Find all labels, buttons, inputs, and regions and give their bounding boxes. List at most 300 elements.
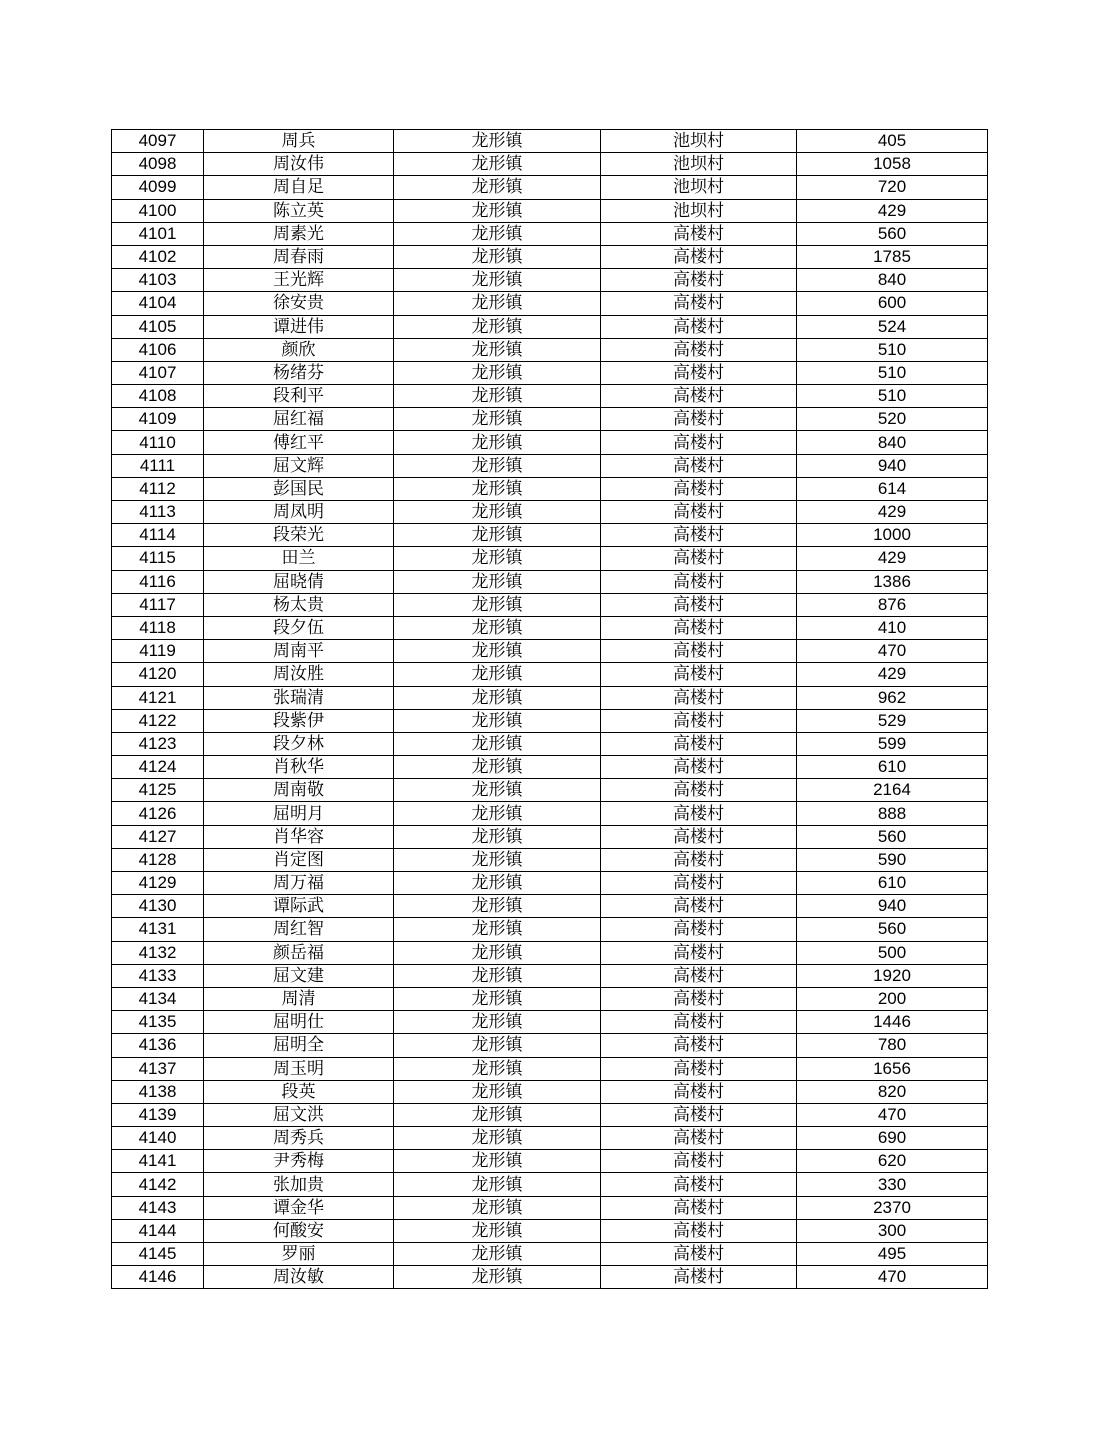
village-cell: 高楼村 bbox=[601, 361, 797, 384]
village-cell: 高楼村 bbox=[601, 501, 797, 524]
village-cell: 池坝村 bbox=[601, 199, 797, 222]
town-cell: 龙形镇 bbox=[394, 222, 601, 245]
amount-cell: 200 bbox=[797, 987, 988, 1010]
row-number-cell: 4131 bbox=[112, 918, 204, 941]
village-cell: 高楼村 bbox=[601, 338, 797, 361]
village-cell: 高楼村 bbox=[601, 802, 797, 825]
town-cell: 龙形镇 bbox=[394, 593, 601, 616]
amount-cell: 510 bbox=[797, 361, 988, 384]
table-row bbox=[112, 964, 988, 987]
table-row bbox=[112, 1266, 988, 1289]
amount-cell: 429 bbox=[797, 501, 988, 524]
amount-cell: 720 bbox=[797, 176, 988, 199]
table-row bbox=[112, 872, 988, 895]
amount-cell: 470 bbox=[797, 640, 988, 663]
name-cell: 段夕伍 bbox=[204, 616, 394, 639]
amount-cell: 1058 bbox=[797, 153, 988, 176]
village-cell: 高楼村 bbox=[601, 431, 797, 454]
table-row bbox=[112, 477, 988, 500]
name-cell: 王光辉 bbox=[204, 269, 394, 292]
town-cell: 龙形镇 bbox=[394, 338, 601, 361]
name-cell: 田兰 bbox=[204, 547, 394, 570]
row-number-cell: 4098 bbox=[112, 153, 204, 176]
village-cell: 高楼村 bbox=[601, 1266, 797, 1289]
row-number-cell: 4125 bbox=[112, 779, 204, 802]
table-row bbox=[112, 408, 988, 431]
table-row bbox=[112, 709, 988, 732]
name-cell: 谭进伟 bbox=[204, 315, 394, 338]
table-row bbox=[112, 153, 988, 176]
amount-cell: 1785 bbox=[797, 245, 988, 268]
name-cell: 段英 bbox=[204, 1080, 394, 1103]
table-row bbox=[112, 130, 988, 153]
village-cell: 高楼村 bbox=[601, 686, 797, 709]
name-cell: 周汝胜 bbox=[204, 663, 394, 686]
town-cell: 龙形镇 bbox=[394, 1243, 601, 1266]
row-number-cell: 4126 bbox=[112, 802, 204, 825]
row-number-cell: 4129 bbox=[112, 872, 204, 895]
name-cell: 尹秀梅 bbox=[204, 1150, 394, 1173]
town-cell: 龙形镇 bbox=[394, 130, 601, 153]
town-cell: 龙形镇 bbox=[394, 1173, 601, 1196]
village-cell: 高楼村 bbox=[601, 1080, 797, 1103]
amount-cell: 690 bbox=[797, 1127, 988, 1150]
amount-cell: 330 bbox=[797, 1173, 988, 1196]
table-row bbox=[112, 292, 988, 315]
table-row bbox=[112, 245, 988, 268]
town-cell: 龙形镇 bbox=[394, 1103, 601, 1126]
amount-cell: 840 bbox=[797, 269, 988, 292]
name-cell: 谭际武 bbox=[204, 895, 394, 918]
table-row bbox=[112, 338, 988, 361]
town-cell: 龙形镇 bbox=[394, 292, 601, 315]
village-cell: 高楼村 bbox=[601, 918, 797, 941]
amount-cell: 1446 bbox=[797, 1011, 988, 1034]
village-cell: 高楼村 bbox=[601, 1127, 797, 1150]
town-cell: 龙形镇 bbox=[394, 1011, 601, 1034]
name-cell: 周凤明 bbox=[204, 501, 394, 524]
row-number-cell: 4114 bbox=[112, 524, 204, 547]
row-number-cell: 4145 bbox=[112, 1243, 204, 1266]
amount-cell: 1386 bbox=[797, 570, 988, 593]
name-cell: 张加贵 bbox=[204, 1173, 394, 1196]
row-number-cell: 4135 bbox=[112, 1011, 204, 1034]
town-cell: 龙形镇 bbox=[394, 408, 601, 431]
row-number-cell: 4130 bbox=[112, 895, 204, 918]
amount-cell: 560 bbox=[797, 918, 988, 941]
village-cell: 高楼村 bbox=[601, 964, 797, 987]
town-cell: 龙形镇 bbox=[394, 616, 601, 639]
table-row bbox=[112, 1243, 988, 1266]
town-cell: 龙形镇 bbox=[394, 1266, 601, 1289]
amount-cell: 610 bbox=[797, 872, 988, 895]
village-cell: 高楼村 bbox=[601, 987, 797, 1010]
name-cell: 肖秋华 bbox=[204, 756, 394, 779]
village-cell: 高楼村 bbox=[601, 1034, 797, 1057]
name-cell: 周汝伟 bbox=[204, 153, 394, 176]
name-cell: 周玉明 bbox=[204, 1057, 394, 1080]
row-number-cell: 4124 bbox=[112, 756, 204, 779]
row-number-cell: 4119 bbox=[112, 640, 204, 663]
table-row bbox=[112, 802, 988, 825]
row-number-cell: 4110 bbox=[112, 431, 204, 454]
table-row bbox=[112, 825, 988, 848]
village-cell: 高楼村 bbox=[601, 408, 797, 431]
name-cell: 肖华容 bbox=[204, 825, 394, 848]
table-row bbox=[112, 732, 988, 755]
town-cell: 龙形镇 bbox=[394, 848, 601, 871]
name-cell: 肖定图 bbox=[204, 848, 394, 871]
row-number-cell: 4118 bbox=[112, 616, 204, 639]
village-cell: 高楼村 bbox=[601, 848, 797, 871]
roster-table-body bbox=[112, 130, 988, 1289]
table-row bbox=[112, 222, 988, 245]
town-cell: 龙形镇 bbox=[394, 756, 601, 779]
name-cell: 杨绪芬 bbox=[204, 361, 394, 384]
table-row bbox=[112, 616, 988, 639]
town-cell: 龙形镇 bbox=[394, 477, 601, 500]
row-number-cell: 4103 bbox=[112, 269, 204, 292]
table-row bbox=[112, 941, 988, 964]
name-cell: 傅红平 bbox=[204, 431, 394, 454]
village-cell: 高楼村 bbox=[601, 1219, 797, 1242]
table-row bbox=[112, 1011, 988, 1034]
row-number-cell: 4120 bbox=[112, 663, 204, 686]
village-cell: 高楼村 bbox=[601, 1150, 797, 1173]
village-cell: 高楼村 bbox=[601, 616, 797, 639]
village-cell: 池坝村 bbox=[601, 153, 797, 176]
amount-cell: 529 bbox=[797, 709, 988, 732]
town-cell: 龙形镇 bbox=[394, 872, 601, 895]
village-cell: 高楼村 bbox=[601, 640, 797, 663]
name-cell: 段利平 bbox=[204, 385, 394, 408]
village-cell: 高楼村 bbox=[601, 1243, 797, 1266]
town-cell: 龙形镇 bbox=[394, 153, 601, 176]
name-cell: 段夕林 bbox=[204, 732, 394, 755]
town-cell: 龙形镇 bbox=[394, 245, 601, 268]
name-cell: 屈红福 bbox=[204, 408, 394, 431]
row-number-cell: 4144 bbox=[112, 1219, 204, 1242]
row-number-cell: 4123 bbox=[112, 732, 204, 755]
table-row bbox=[112, 547, 988, 570]
town-cell: 龙形镇 bbox=[394, 802, 601, 825]
town-cell: 龙形镇 bbox=[394, 1057, 601, 1080]
row-number-cell: 4107 bbox=[112, 361, 204, 384]
row-number-cell: 4139 bbox=[112, 1103, 204, 1126]
village-cell: 高楼村 bbox=[601, 245, 797, 268]
town-cell: 龙形镇 bbox=[394, 663, 601, 686]
row-number-cell: 4115 bbox=[112, 547, 204, 570]
town-cell: 龙形镇 bbox=[394, 1219, 601, 1242]
village-cell: 池坝村 bbox=[601, 130, 797, 153]
table-row bbox=[112, 640, 988, 663]
amount-cell: 560 bbox=[797, 222, 988, 245]
village-cell: 高楼村 bbox=[601, 570, 797, 593]
town-cell: 龙形镇 bbox=[394, 987, 601, 1010]
town-cell: 龙形镇 bbox=[394, 524, 601, 547]
name-cell: 屈文辉 bbox=[204, 454, 394, 477]
name-cell: 徐安贵 bbox=[204, 292, 394, 315]
amount-cell: 429 bbox=[797, 199, 988, 222]
row-number-cell: 4116 bbox=[112, 570, 204, 593]
amount-cell: 1656 bbox=[797, 1057, 988, 1080]
village-cell: 高楼村 bbox=[601, 825, 797, 848]
town-cell: 龙形镇 bbox=[394, 964, 601, 987]
table-row bbox=[112, 269, 988, 292]
town-cell: 龙形镇 bbox=[394, 732, 601, 755]
row-number-cell: 4101 bbox=[112, 222, 204, 245]
village-cell: 高楼村 bbox=[601, 709, 797, 732]
name-cell: 周兵 bbox=[204, 130, 394, 153]
row-number-cell: 4121 bbox=[112, 686, 204, 709]
name-cell: 周素光 bbox=[204, 222, 394, 245]
amount-cell: 940 bbox=[797, 895, 988, 918]
name-cell: 颜欣 bbox=[204, 338, 394, 361]
amount-cell: 620 bbox=[797, 1150, 988, 1173]
amount-cell: 1000 bbox=[797, 524, 988, 547]
table-row bbox=[112, 1196, 988, 1219]
name-cell: 周秀兵 bbox=[204, 1127, 394, 1150]
row-number-cell: 4127 bbox=[112, 825, 204, 848]
name-cell: 屈晓倩 bbox=[204, 570, 394, 593]
table-row bbox=[112, 1219, 988, 1242]
name-cell: 周红智 bbox=[204, 918, 394, 941]
village-cell: 高楼村 bbox=[601, 593, 797, 616]
amount-cell: 599 bbox=[797, 732, 988, 755]
name-cell: 张瑞清 bbox=[204, 686, 394, 709]
table-row bbox=[112, 361, 988, 384]
table-row bbox=[112, 524, 988, 547]
amount-cell: 614 bbox=[797, 477, 988, 500]
town-cell: 龙形镇 bbox=[394, 640, 601, 663]
town-cell: 龙形镇 bbox=[394, 199, 601, 222]
amount-cell: 500 bbox=[797, 941, 988, 964]
row-number-cell: 4122 bbox=[112, 709, 204, 732]
row-number-cell: 4105 bbox=[112, 315, 204, 338]
town-cell: 龙形镇 bbox=[394, 547, 601, 570]
amount-cell: 590 bbox=[797, 848, 988, 871]
row-number-cell: 4117 bbox=[112, 593, 204, 616]
amount-cell: 940 bbox=[797, 454, 988, 477]
table-row bbox=[112, 663, 988, 686]
row-number-cell: 4128 bbox=[112, 848, 204, 871]
table-row bbox=[112, 895, 988, 918]
town-cell: 龙形镇 bbox=[394, 779, 601, 802]
village-cell: 高楼村 bbox=[601, 663, 797, 686]
name-cell: 屈文洪 bbox=[204, 1103, 394, 1126]
village-cell: 高楼村 bbox=[601, 524, 797, 547]
row-number-cell: 4140 bbox=[112, 1127, 204, 1150]
amount-cell: 429 bbox=[797, 663, 988, 686]
amount-cell: 470 bbox=[797, 1103, 988, 1126]
name-cell: 彭国民 bbox=[204, 477, 394, 500]
name-cell: 周自足 bbox=[204, 176, 394, 199]
town-cell: 龙形镇 bbox=[394, 1150, 601, 1173]
village-cell: 高楼村 bbox=[601, 477, 797, 500]
row-number-cell: 4143 bbox=[112, 1196, 204, 1219]
row-number-cell: 4113 bbox=[112, 501, 204, 524]
table-row bbox=[112, 756, 988, 779]
row-number-cell: 4109 bbox=[112, 408, 204, 431]
town-cell: 龙形镇 bbox=[394, 686, 601, 709]
village-cell: 高楼村 bbox=[601, 732, 797, 755]
row-number-cell: 4108 bbox=[112, 385, 204, 408]
village-cell: 高楼村 bbox=[601, 1057, 797, 1080]
amount-cell: 610 bbox=[797, 756, 988, 779]
table-row bbox=[112, 1034, 988, 1057]
amount-cell: 962 bbox=[797, 686, 988, 709]
town-cell: 龙形镇 bbox=[394, 709, 601, 732]
village-cell: 高楼村 bbox=[601, 1196, 797, 1219]
name-cell: 屈明仕 bbox=[204, 1011, 394, 1034]
amount-cell: 510 bbox=[797, 338, 988, 361]
name-cell: 何酸安 bbox=[204, 1219, 394, 1242]
town-cell: 龙形镇 bbox=[394, 1196, 601, 1219]
row-number-cell: 4142 bbox=[112, 1173, 204, 1196]
table-row bbox=[112, 501, 988, 524]
table-row bbox=[112, 315, 988, 338]
town-cell: 龙形镇 bbox=[394, 361, 601, 384]
table-row bbox=[112, 1080, 988, 1103]
row-number-cell: 4137 bbox=[112, 1057, 204, 1080]
table-row bbox=[112, 1173, 988, 1196]
village-cell: 高楼村 bbox=[601, 756, 797, 779]
row-number-cell: 4136 bbox=[112, 1034, 204, 1057]
row-number-cell: 4141 bbox=[112, 1150, 204, 1173]
row-number-cell: 4146 bbox=[112, 1266, 204, 1289]
amount-cell: 888 bbox=[797, 802, 988, 825]
name-cell: 颜岳福 bbox=[204, 941, 394, 964]
amount-cell: 840 bbox=[797, 431, 988, 454]
table-row bbox=[112, 987, 988, 1010]
name-cell: 周万福 bbox=[204, 872, 394, 895]
town-cell: 龙形镇 bbox=[394, 315, 601, 338]
table-row bbox=[112, 593, 988, 616]
village-cell: 高楼村 bbox=[601, 292, 797, 315]
table-row bbox=[112, 686, 988, 709]
village-cell: 高楼村 bbox=[601, 269, 797, 292]
village-cell: 高楼村 bbox=[601, 1103, 797, 1126]
town-cell: 龙形镇 bbox=[394, 176, 601, 199]
table-row bbox=[112, 1057, 988, 1080]
name-cell: 罗丽 bbox=[204, 1243, 394, 1266]
name-cell: 谭金华 bbox=[204, 1196, 394, 1219]
village-cell: 高楼村 bbox=[601, 872, 797, 895]
amount-cell: 510 bbox=[797, 385, 988, 408]
row-number-cell: 4111 bbox=[112, 454, 204, 477]
table-row bbox=[112, 1150, 988, 1173]
village-cell: 高楼村 bbox=[601, 941, 797, 964]
amount-cell: 820 bbox=[797, 1080, 988, 1103]
table-row bbox=[112, 918, 988, 941]
name-cell: 周南平 bbox=[204, 640, 394, 663]
village-cell: 高楼村 bbox=[601, 547, 797, 570]
row-number-cell: 4133 bbox=[112, 964, 204, 987]
amount-cell: 300 bbox=[797, 1219, 988, 1242]
name-cell: 屈明月 bbox=[204, 802, 394, 825]
row-number-cell: 4132 bbox=[112, 941, 204, 964]
table-row bbox=[112, 779, 988, 802]
table-row bbox=[112, 1127, 988, 1150]
table-row bbox=[112, 570, 988, 593]
town-cell: 龙形镇 bbox=[394, 385, 601, 408]
village-cell: 高楼村 bbox=[601, 779, 797, 802]
name-cell: 屈明全 bbox=[204, 1034, 394, 1057]
town-cell: 龙形镇 bbox=[394, 1034, 601, 1057]
village-cell: 高楼村 bbox=[601, 1173, 797, 1196]
amount-cell: 600 bbox=[797, 292, 988, 315]
name-cell: 段紫伊 bbox=[204, 709, 394, 732]
amount-cell: 495 bbox=[797, 1243, 988, 1266]
town-cell: 龙形镇 bbox=[394, 570, 601, 593]
amount-cell: 876 bbox=[797, 593, 988, 616]
table-row bbox=[112, 431, 988, 454]
village-cell: 高楼村 bbox=[601, 454, 797, 477]
table-row bbox=[112, 848, 988, 871]
table-row bbox=[112, 454, 988, 477]
town-cell: 龙形镇 bbox=[394, 941, 601, 964]
town-cell: 龙形镇 bbox=[394, 1080, 601, 1103]
village-cell: 高楼村 bbox=[601, 222, 797, 245]
amount-cell: 524 bbox=[797, 315, 988, 338]
town-cell: 龙形镇 bbox=[394, 825, 601, 848]
town-cell: 龙形镇 bbox=[394, 501, 601, 524]
amount-cell: 1920 bbox=[797, 964, 988, 987]
village-cell: 高楼村 bbox=[601, 895, 797, 918]
town-cell: 龙形镇 bbox=[394, 1127, 601, 1150]
amount-cell: 560 bbox=[797, 825, 988, 848]
amount-cell: 520 bbox=[797, 408, 988, 431]
row-number-cell: 4112 bbox=[112, 477, 204, 500]
amount-cell: 780 bbox=[797, 1034, 988, 1057]
roster-table bbox=[111, 129, 988, 1289]
village-cell: 池坝村 bbox=[601, 176, 797, 199]
row-number-cell: 4104 bbox=[112, 292, 204, 315]
name-cell: 周南敬 bbox=[204, 779, 394, 802]
amount-cell: 470 bbox=[797, 1266, 988, 1289]
name-cell: 周汝敏 bbox=[204, 1266, 394, 1289]
town-cell: 龙形镇 bbox=[394, 895, 601, 918]
table-row bbox=[112, 199, 988, 222]
town-cell: 龙形镇 bbox=[394, 454, 601, 477]
town-cell: 龙形镇 bbox=[394, 918, 601, 941]
amount-cell: 2164 bbox=[797, 779, 988, 802]
village-cell: 高楼村 bbox=[601, 1011, 797, 1034]
row-number-cell: 4102 bbox=[112, 245, 204, 268]
row-number-cell: 4106 bbox=[112, 338, 204, 361]
name-cell: 屈文建 bbox=[204, 964, 394, 987]
amount-cell: 410 bbox=[797, 616, 988, 639]
row-number-cell: 4100 bbox=[112, 199, 204, 222]
row-number-cell: 4097 bbox=[112, 130, 204, 153]
table-row bbox=[112, 385, 988, 408]
row-number-cell: 4134 bbox=[112, 987, 204, 1010]
amount-cell: 429 bbox=[797, 547, 988, 570]
amount-cell: 2370 bbox=[797, 1196, 988, 1219]
village-cell: 高楼村 bbox=[601, 315, 797, 338]
name-cell: 周清 bbox=[204, 987, 394, 1010]
name-cell: 杨太贵 bbox=[204, 593, 394, 616]
name-cell: 段荣光 bbox=[204, 524, 394, 547]
village-cell: 高楼村 bbox=[601, 385, 797, 408]
amount-cell: 405 bbox=[797, 130, 988, 153]
row-number-cell: 4099 bbox=[112, 176, 204, 199]
table-row bbox=[112, 1103, 988, 1126]
name-cell: 陈立英 bbox=[204, 199, 394, 222]
row-number-cell: 4138 bbox=[112, 1080, 204, 1103]
name-cell: 周春雨 bbox=[204, 245, 394, 268]
town-cell: 龙形镇 bbox=[394, 269, 601, 292]
